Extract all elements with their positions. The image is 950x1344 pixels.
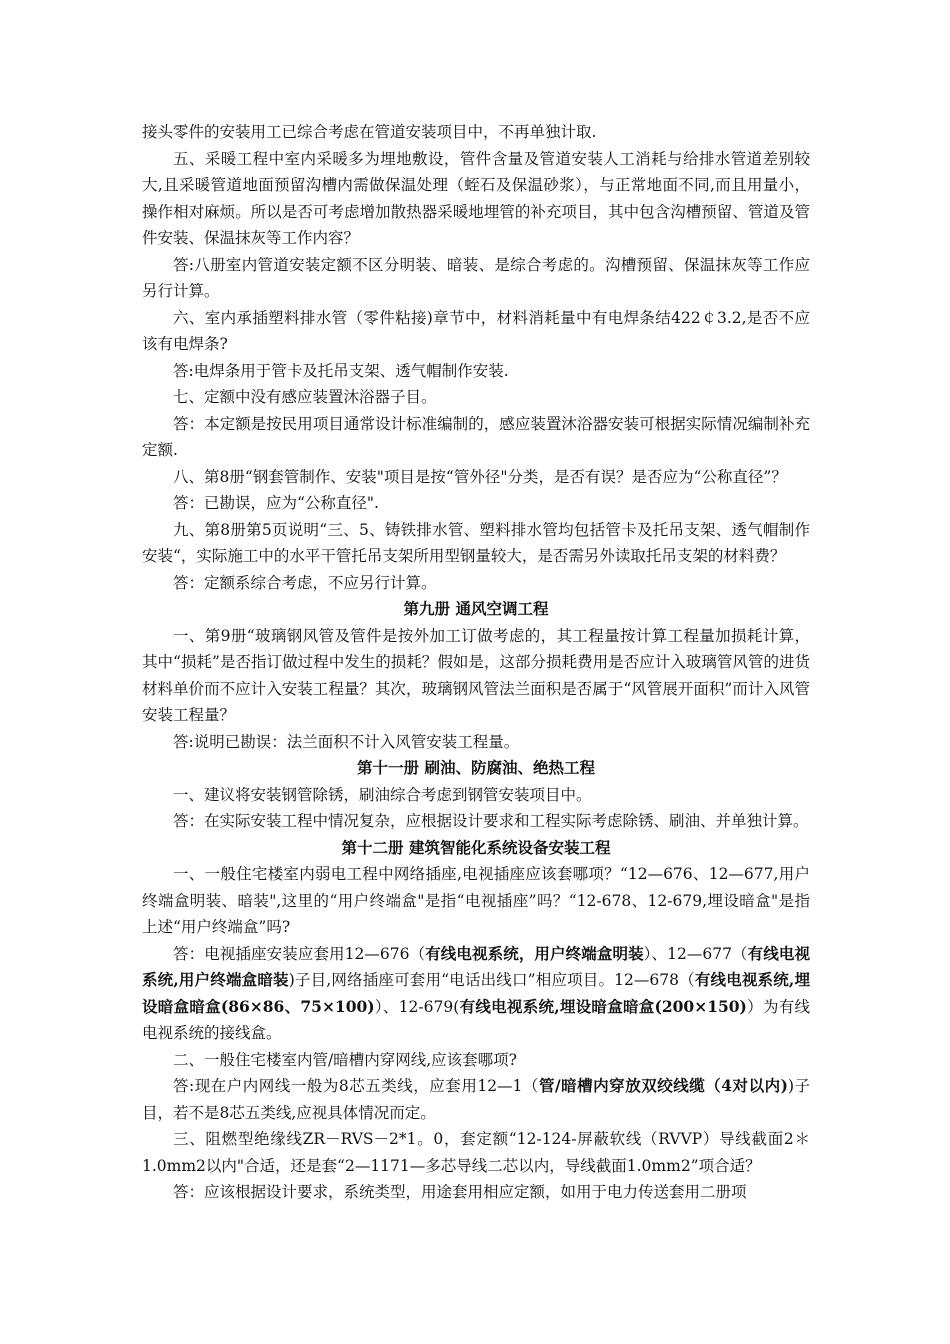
question-paragraph: 一、一般住宅楼室内弱电工程中网络插座,电视插座应该套哪项？“12—676、12—677,用户终端盒明装、暗装",这里的“用户终端盒"是指“电视插座”吗？“12-678、12-679,埋设暗盒"是指上述“用户终端盒”吗? (142, 865, 810, 936)
bold-text: 有线电视系统,用户终端盒暗装 (142, 943, 810, 989)
question-paragraph: 九、第8册第5页说明“三、5、铸铁排水管、塑料排水管均包括管卡及托吊支架、透气帽制作安装“，实际施工中的水平干管托吊支架所用型钢量较大，是否需另外读取托吊支架的材料费？ (142, 520, 810, 565)
answer-text: 答:现在户内网线一般为8芯五类线，应套用12—1（ (173, 1077, 539, 1095)
document-page (142, 119, 810, 1206)
answer-text: )子目，若不是8芯五类线,应视具体情况而定。 (142, 1077, 810, 1122)
section-heading: 第九册 通风空调工程 (403, 599, 549, 618)
question-paragraph: 五、采暖工程中室内采暖多为埋地敷设，管件含量及管道安装人工消耗与给排水管道差别较大,且采暖管道地面预留沟槽内需做保温处理（蛭石及保温砂浆），与正常地面不同,而且用量小，操作相对麻烦。所以是否可考虑增加散热器采暖地埋管的补充项目，其中包含沟槽预留、管道及管件安装、保温抹灰等工作内容？ (142, 149, 810, 247)
answer-paragraph: 答：已勘误，应为“公称直径". (173, 494, 379, 512)
section-heading: 第十一册 刷油、防腐油、绝热工程 (357, 758, 595, 777)
question-paragraph: 一、建议将安装钢管除锈，刷油综合考虑到钢管安装项目中。 (173, 785, 592, 804)
answer-paragraph: 答:电焊条用于管卡及托吊支架、透气帽制作安装. (173, 361, 509, 380)
answer-paragraph: 答：本定额是按民用项目通常设计标准编制的，感应装置沐浴器安装可根据实际情况编制补充定额. (142, 414, 810, 459)
answer-paragraph (142, 941, 810, 1047)
answer-paragraph: 答：应该根据设计要求，系统类型，用途套用相应定额，如用于电力传送套用二册项 (173, 1183, 747, 1201)
answer-text: ）、12-679( (374, 997, 460, 1016)
bold-text: 有线电视系统,埋设暗盒暗盒(200×150) (459, 996, 747, 1016)
question-paragraph: 六、室内承插塑料排水管（零件粘接)章节中，材料消耗量中有电焊条结422￠3.2,是否不应该有电焊条? (142, 308, 810, 353)
bold-text: 有线电视系统，用户终端盒明装 (425, 943, 644, 963)
answer-text: ）、12—677（ (643, 944, 748, 963)
question-paragraph: 八、第8册“钢套管制作、安装"项目是按“管外径"分类，是否有误？是否应为“公称直径”？ (173, 467, 787, 486)
paragraph: 接头零件的安装用工已综合考虑在管道安装项目中，不再单独计取. (142, 123, 597, 141)
question-paragraph: 二、一般住宅楼室内管/暗槽内穿网线,应该套哪项? (173, 1050, 517, 1069)
question-paragraph: 三、阻燃型绝缘线ZR－RVS－2*1。0，套定额“12-124-屏蔽软线（RVVP）导线截面2＊1.0mm2以内"合适，还是套“2—1171—多芯导线二芯以内，导线截面1.0mm2”项合适？ (142, 1130, 810, 1175)
answer-paragraph: 答：在实际安装工程中情况复杂，应根据设计要求和工程实际考虑除锈、刷油、并单独计算。 (173, 812, 809, 830)
bold-text: 有线电视系统,埋设暗盒暗盒(86×86、75×100) (142, 970, 810, 1016)
answer-paragraph: 答:八册室内管道安装定额不区分明装、暗装、是综合考虑的。沟槽预留、保温抹灰等工作应另行计算。 (142, 255, 810, 300)
answer-paragraph: 答：定额系综合考虑，不应另行计算。 (173, 573, 437, 592)
question-paragraph: 一、第9册“玻璃钢风管及管件是按外加工订做考虑的，其工程量按计算工程量加损耗计算，其中“损耗”是否指订做过程中发生的损耗？假如是，这部分损耗费用是否应计入玻璃管风管的进货材料单价而不应计入安装工程量？其次，玻璃钢风管法兰面积是否属于“风管展开面积”而计入风管安装工程量？ (142, 626, 810, 724)
answer-text: ）为有线电视系统的接线盒。 (142, 997, 810, 1042)
answer-text: 答：电视插座安装应套用12—676（ (173, 944, 426, 963)
question-paragraph: 七、定额中没有感应装置沐浴器子目。 (173, 388, 437, 406)
answer-paragraph (142, 1073, 810, 1126)
answer-paragraph: 答:说明已勘误：法兰面积不计入风管安装工程量。 (173, 732, 520, 751)
answer-text: )子目,网络插座可套用“电话出线口”相应项目。12—678（ (288, 971, 695, 989)
section-heading: 第十二册 建筑智能化系统设备安装工程 (341, 837, 611, 857)
bold-text: 管/暗槽内穿放双绞线缆（4对以内) (538, 1076, 788, 1095)
